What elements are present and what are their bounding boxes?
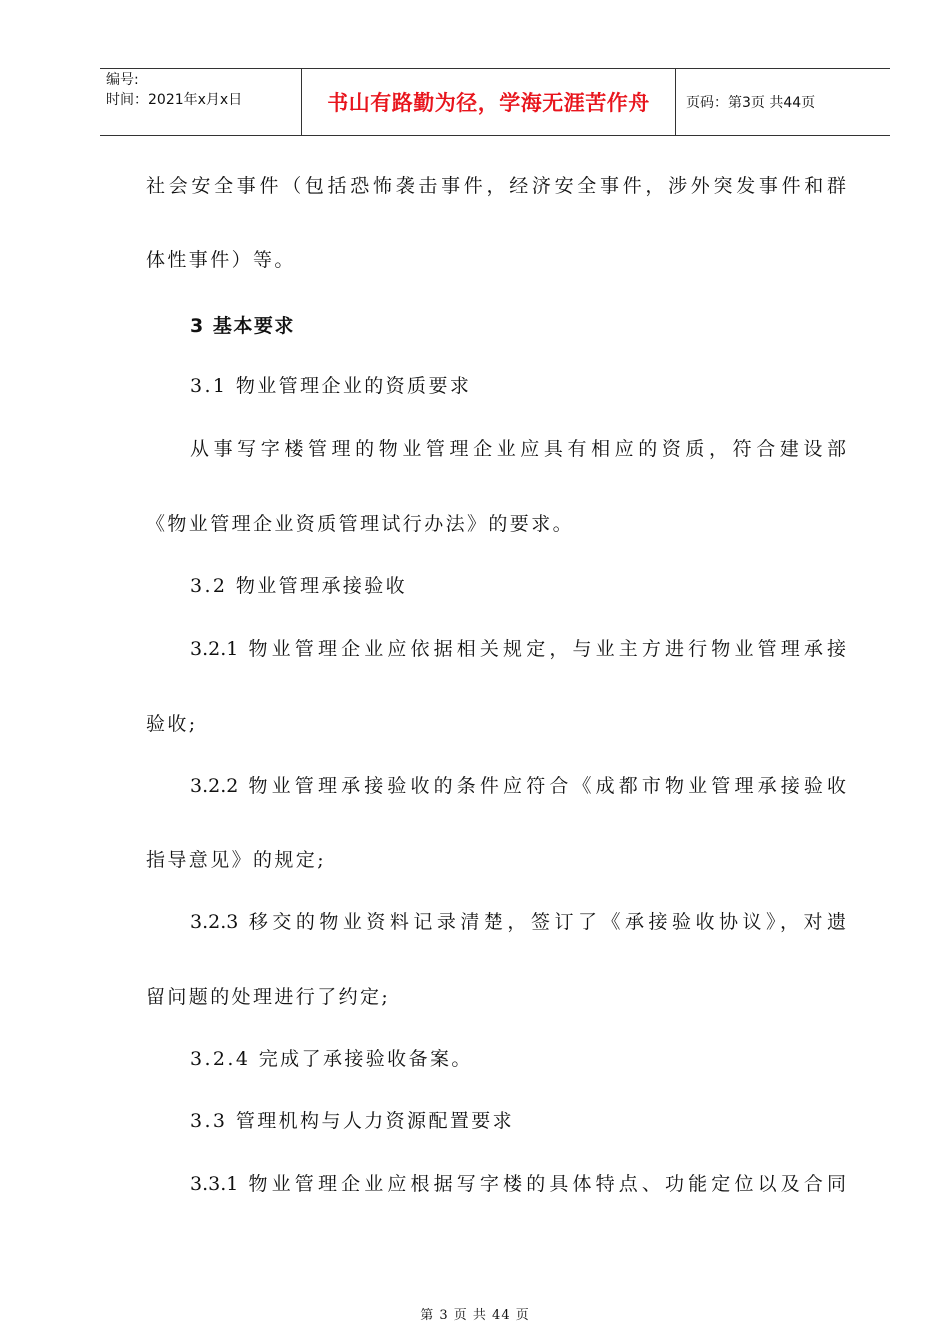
paragraph-line: 3.2.1 物业管理企业应依据相关规定，与业主方进行物业管理承接 <box>190 638 846 660</box>
page-info: 页码：第3页 共44页 <box>686 95 816 111</box>
paragraph-line: 体性事件）等。 <box>146 249 296 271</box>
paragraph-line: 3.3.1 物业管理企业应根据写字楼的具体特点、功能定位以及合同 <box>190 1173 846 1195</box>
header-page-cell <box>676 69 890 135</box>
paragraph-line: 验收; <box>146 713 198 735</box>
paragraph-line: 3.2.4 完成了承接验收备案。 <box>190 1048 473 1070</box>
paragraph-line: 从事写字楼管理的物业管理企业应具有相应的资质，符合建设部 <box>190 438 846 460</box>
subsection-heading: 3.3 管理机构与人力资源配置要求 <box>190 1110 515 1132</box>
page-footer <box>0 1304 950 1323</box>
page-header <box>100 68 890 136</box>
date-label: 时间：2021年x月x日 <box>106 92 243 108</box>
paragraph-line: 《物业管理企业资质管理试行办法》的要求。 <box>146 513 575 535</box>
paragraph-line: 3.2.2 物业管理承接验收的条件应符合《成都市物业管理承接验收 <box>190 775 846 797</box>
header-meta-cell <box>100 69 302 135</box>
subsection-heading: 3.2 物业管理承接验收 <box>190 575 408 597</box>
serial-label: 编号: <box>106 72 139 88</box>
paragraph-line: 社会安全事件（包括恐怖袭击事件，经济安全事件，涉外突发事件和群 <box>146 175 846 197</box>
motto-text: 书山有路勤为径，学海无涯苦作舟 <box>327 91 650 115</box>
paragraph-line: 留问题的处理进行了约定; <box>146 986 391 1008</box>
section-heading: 3 基本要求 <box>190 315 295 337</box>
header-motto-cell <box>302 69 676 135</box>
subsection-heading: 3.1 物业管理企业的资质要求 <box>190 375 472 397</box>
paragraph-line: 指导意见》的规定; <box>146 849 327 871</box>
paragraph-line: 3.2.3 移交的物业资料记录清楚，签订了《承接验收协议》，对遗 <box>190 911 846 933</box>
footer-page-number: 第 3 页 共 44 页 <box>420 1308 530 1323</box>
